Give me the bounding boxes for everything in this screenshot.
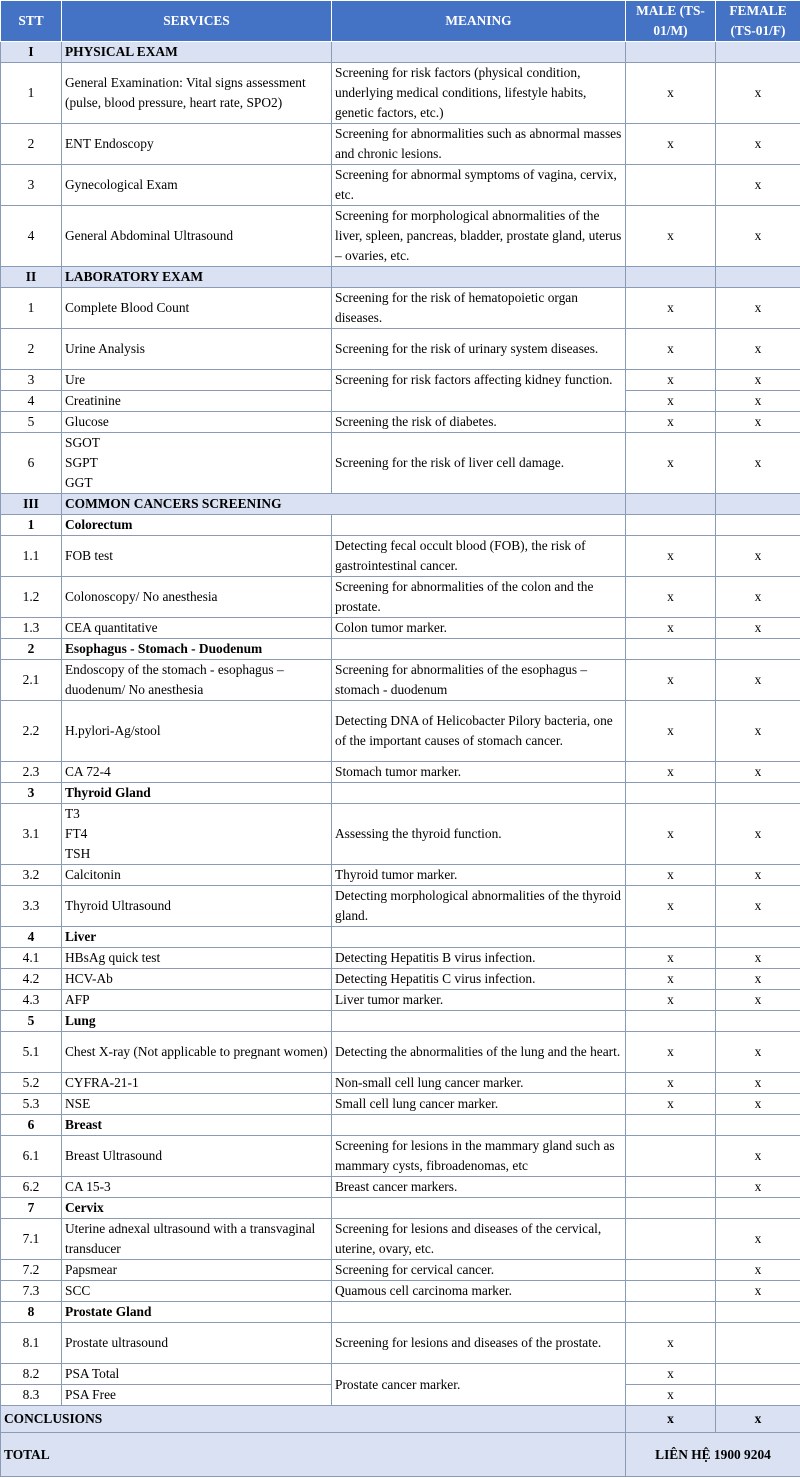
row-female-mark: x	[716, 63, 800, 124]
row-stt: 5.3	[1, 1094, 62, 1115]
row-female-mark: x	[716, 536, 800, 577]
table-row	[1, 804, 800, 865]
row-service: H.pylori-Ag/stool	[62, 701, 332, 762]
row-female-mark: x	[716, 433, 800, 494]
row-male-mark: x	[626, 1073, 716, 1094]
row-male-mark	[626, 1219, 716, 1260]
row-stt: 4	[1, 206, 62, 267]
row-stt: 1	[1, 288, 62, 329]
row-female-mark	[716, 1364, 800, 1385]
group-number: 2	[1, 639, 62, 660]
row-male-mark: x	[626, 412, 716, 433]
table-row	[1, 990, 800, 1011]
group-row	[1, 1115, 800, 1136]
row-stt: 3.1	[1, 804, 62, 865]
empty-cell	[716, 1198, 800, 1219]
empty-cell	[626, 1198, 716, 1219]
row-meaning: Liver tumor marker.	[332, 990, 626, 1011]
row-meaning: Detecting morphological abnormalities of the thyroid gland.	[332, 886, 626, 927]
empty-cell	[626, 1011, 716, 1032]
conclusions-label: CONCLUSIONS	[1, 1406, 626, 1433]
row-service: Urine Analysis	[62, 329, 332, 370]
row-male-mark: x	[626, 370, 716, 391]
table-row	[1, 577, 800, 618]
empty-cell	[626, 783, 716, 804]
empty-cell	[716, 1115, 800, 1136]
table-body	[1, 42, 800, 515]
group-title: Breast	[62, 1115, 332, 1136]
group-row	[1, 1198, 800, 1219]
row-meaning: Screening for the risk of hematopoietic organ diseases.	[332, 288, 626, 329]
row-meaning: Stomach tumor marker.	[332, 762, 626, 783]
empty-cell	[716, 783, 800, 804]
row-male-mark	[626, 1281, 716, 1302]
row-male-mark: x	[626, 865, 716, 886]
row-meaning: Screening for lesions in the mammary gland such as mammary cysts, fibroadenomas, etc	[332, 1136, 626, 1177]
row-stt: 5	[1, 412, 62, 433]
table-row	[1, 1219, 800, 1260]
table-row	[1, 886, 800, 927]
table-row	[1, 329, 800, 370]
section-row	[1, 267, 800, 288]
row-service: CA 72-4	[62, 762, 332, 783]
table-row	[1, 165, 800, 206]
group-number: 7	[1, 1198, 62, 1219]
section-row	[1, 494, 800, 515]
empty-cell	[332, 1011, 626, 1032]
table-row	[1, 288, 800, 329]
row-female-mark: x	[716, 124, 800, 165]
row-meaning: Screening for lesions and diseases of the prostate.	[332, 1323, 626, 1364]
row-stt: 2.2	[1, 701, 62, 762]
empty-cell	[716, 639, 800, 660]
cancer-groups-body	[1, 515, 800, 1406]
group-title: Lung	[62, 1011, 332, 1032]
section-number: III	[1, 494, 62, 515]
group-number: 3	[1, 783, 62, 804]
row-service: Papsmear	[62, 1260, 332, 1281]
row-stt: 2.3	[1, 762, 62, 783]
row-service: SCC	[62, 1281, 332, 1302]
row-meaning: Detecting fecal occult blood (FOB), the risk of gastrointestinal cancer.	[332, 536, 626, 577]
section-title: LABORATORY EXAM	[62, 267, 332, 288]
row-meaning: Screening for cervical cancer.	[332, 1260, 626, 1281]
row-male-mark: x	[626, 124, 716, 165]
row-meaning: Quamous cell carcinoma marker.	[332, 1281, 626, 1302]
row-service: PSA Free	[62, 1385, 332, 1406]
table-row	[1, 1073, 800, 1094]
row-female-mark: x	[716, 329, 800, 370]
group-number: 1	[1, 515, 62, 536]
table-row	[1, 1323, 800, 1364]
row-female-mark: x	[716, 660, 800, 701]
header-services: SERVICES	[62, 1, 332, 42]
section-number: II	[1, 267, 62, 288]
row-male-mark: x	[626, 1385, 716, 1406]
empty-cell	[332, 927, 626, 948]
row-service: Ure	[62, 370, 332, 391]
service-line: T3	[65, 806, 80, 821]
row-male-mark: x	[626, 804, 716, 865]
row-meaning: Screening for risk factors (physical condition, underlying medical conditions, lifestyle habits, genetic factors, etc.)	[332, 63, 626, 124]
group-number: 4	[1, 927, 62, 948]
section-number: I	[1, 42, 62, 63]
row-meaning: Screening for risk factors affecting kidney function.	[332, 370, 626, 412]
row-service: Gynecological Exam	[62, 165, 332, 206]
row-service: Colonoscopy/ No anesthesia	[62, 577, 332, 618]
row-male-mark: x	[626, 618, 716, 639]
row-male-mark: x	[626, 660, 716, 701]
row-meaning: Screening for lesions and diseases of the cervical, uterine, ovary, etc.	[332, 1219, 626, 1260]
row-male-mark: x	[626, 1364, 716, 1385]
row-meaning: Detecting Hepatitis C virus infection.	[332, 969, 626, 990]
row-male-mark: x	[626, 1323, 716, 1364]
row-stt: 6	[1, 433, 62, 494]
row-female-mark: x	[716, 762, 800, 783]
conclusions-row	[1, 1406, 800, 1433]
row-meaning: Screening for abnormalities of the colon and the prostate.	[332, 577, 626, 618]
conclusions-female-mark: x	[716, 1406, 800, 1433]
row-female-mark: x	[716, 1073, 800, 1094]
header-male: MALE (TS-01/M)	[626, 1, 716, 42]
table-row	[1, 1177, 800, 1198]
row-male-mark: x	[626, 536, 716, 577]
row-meaning: Small cell lung cancer marker.	[332, 1094, 626, 1115]
row-female-mark	[716, 1385, 800, 1406]
row-stt: 4.1	[1, 948, 62, 969]
row-meaning: Screening for the risk of liver cell damage.	[332, 433, 626, 494]
row-male-mark: x	[626, 206, 716, 267]
table-row	[1, 124, 800, 165]
service-line: SGOT	[65, 435, 100, 450]
empty-cell	[716, 515, 800, 536]
row-meaning: Screening for the risk of urinary system diseases.	[332, 329, 626, 370]
row-female-mark: x	[716, 1281, 800, 1302]
table-row	[1, 865, 800, 886]
row-meaning: Detecting DNA of Helicobacter Pilory bacteria, one of the important causes of stomach cancer.	[332, 701, 626, 762]
row-stt: 3.2	[1, 865, 62, 886]
table-row	[1, 1260, 800, 1281]
table-row	[1, 1136, 800, 1177]
row-stt: 2	[1, 124, 62, 165]
row-service: ENT Endoscopy	[62, 124, 332, 165]
row-male-mark: x	[626, 990, 716, 1011]
empty-cell	[716, 1011, 800, 1032]
row-meaning: Prostate cancer marker.	[332, 1364, 626, 1406]
table-row	[1, 412, 800, 433]
row-service: Endoscopy of the stomach - esophagus – duodenum/ No anesthesia	[62, 660, 332, 701]
group-row	[1, 1302, 800, 1323]
row-service: HBsAg quick test	[62, 948, 332, 969]
row-service	[62, 433, 332, 494]
row-female-mark: x	[716, 165, 800, 206]
service-line: SGPT	[65, 455, 98, 470]
row-female-mark: x	[716, 577, 800, 618]
row-female-mark: x	[716, 1094, 800, 1115]
service-line: TSH	[65, 846, 91, 861]
row-male-mark: x	[626, 63, 716, 124]
table-row	[1, 660, 800, 701]
row-stt: 4.3	[1, 990, 62, 1011]
header-meaning: MEANING	[332, 1, 626, 42]
group-title: Thyroid Gland	[62, 783, 332, 804]
total-row	[1, 1433, 800, 1477]
row-female-mark: x	[716, 1136, 800, 1177]
row-stt: 8.2	[1, 1364, 62, 1385]
row-stt: 1	[1, 63, 62, 124]
empty-cell	[626, 927, 716, 948]
table-row	[1, 206, 800, 267]
row-stt: 3	[1, 165, 62, 206]
section-title: COMMON CANCERS SCREENING	[62, 494, 626, 515]
empty-cell	[332, 515, 626, 536]
empty-cell	[332, 1198, 626, 1219]
group-number: 8	[1, 1302, 62, 1323]
table-row	[1, 618, 800, 639]
row-male-mark	[626, 1177, 716, 1198]
empty-cell	[626, 1302, 716, 1323]
row-female-mark: x	[716, 804, 800, 865]
row-female-mark: x	[716, 865, 800, 886]
table-row	[1, 701, 800, 762]
row-male-mark	[626, 165, 716, 206]
table-row	[1, 370, 800, 391]
row-stt: 4.2	[1, 969, 62, 990]
section-title: PHYSICAL EXAM	[62, 42, 332, 63]
row-stt: 6.2	[1, 1177, 62, 1198]
row-stt: 1.1	[1, 536, 62, 577]
contact-hotline: LIÊN HỆ 1900 9204	[626, 1433, 800, 1477]
table-row	[1, 948, 800, 969]
table-row	[1, 1094, 800, 1115]
group-number: 6	[1, 1115, 62, 1136]
row-female-mark: x	[716, 948, 800, 969]
row-female-mark: x	[716, 1219, 800, 1260]
row-service: Complete Blood Count	[62, 288, 332, 329]
service-line: FT4	[65, 826, 88, 841]
group-title: Colorectum	[62, 515, 332, 536]
section-row	[1, 42, 800, 63]
row-stt: 3	[1, 370, 62, 391]
row-female-mark	[716, 1323, 800, 1364]
row-service: Breast Ultrasound	[62, 1136, 332, 1177]
row-male-mark: x	[626, 577, 716, 618]
row-male-mark: x	[626, 1094, 716, 1115]
row-meaning: Screening for morphological abnormalities of the liver, spleen, pancreas, bladder, prostate gland, uterus – ovaries, etc.	[332, 206, 626, 267]
group-row	[1, 515, 800, 536]
table-row	[1, 63, 800, 124]
row-service: Uterine adnexal ultrasound with a transvaginal transducer	[62, 1219, 332, 1260]
empty-cell	[716, 1302, 800, 1323]
row-meaning: Screening for abnormalities of the esophagus – stomach - duodenum	[332, 660, 626, 701]
row-female-mark: x	[716, 701, 800, 762]
row-stt: 5.2	[1, 1073, 62, 1094]
row-stt: 8.3	[1, 1385, 62, 1406]
empty-cell	[716, 927, 800, 948]
row-stt: 5.1	[1, 1032, 62, 1073]
row-service: AFP	[62, 990, 332, 1011]
row-male-mark: x	[626, 969, 716, 990]
group-row	[1, 927, 800, 948]
empty-cell	[626, 639, 716, 660]
group-row	[1, 639, 800, 660]
conclusions-male-mark: x	[626, 1406, 716, 1433]
row-meaning: Thyroid tumor marker.	[332, 865, 626, 886]
row-male-mark: x	[626, 762, 716, 783]
row-meaning: Non-small cell lung cancer marker.	[332, 1073, 626, 1094]
row-service: CA 15-3	[62, 1177, 332, 1198]
group-row	[1, 1011, 800, 1032]
table-row	[1, 536, 800, 577]
row-stt: 7.1	[1, 1219, 62, 1260]
row-female-mark: x	[716, 412, 800, 433]
row-service: NSE	[62, 1094, 332, 1115]
header-female: FEMALE (TS-01/F)	[716, 1, 800, 42]
row-service: PSA Total	[62, 1364, 332, 1385]
row-service: HCV-Ab	[62, 969, 332, 990]
row-service: Calcitonin	[62, 865, 332, 886]
row-female-mark: x	[716, 1260, 800, 1281]
row-male-mark	[626, 1260, 716, 1281]
row-meaning: Assessing the thyroid function.	[332, 804, 626, 865]
row-female-mark: x	[716, 886, 800, 927]
row-stt: 1.2	[1, 577, 62, 618]
row-service: Prostate ultrasound	[62, 1323, 332, 1364]
group-title: Prostate Gland	[62, 1302, 332, 1323]
row-service: CEA quantitative	[62, 618, 332, 639]
row-male-mark: x	[626, 391, 716, 412]
table-row	[1, 762, 800, 783]
row-stt: 2.1	[1, 660, 62, 701]
table-row	[1, 1032, 800, 1073]
row-service: Thyroid Ultrasound	[62, 886, 332, 927]
group-title: Liver	[62, 927, 332, 948]
group-row	[1, 783, 800, 804]
row-female-mark: x	[716, 288, 800, 329]
row-stt: 2	[1, 329, 62, 370]
row-meaning: Detecting Hepatitis B virus infection.	[332, 948, 626, 969]
service-line: GGT	[65, 475, 93, 490]
row-male-mark: x	[626, 701, 716, 762]
row-meaning: Colon tumor marker.	[332, 618, 626, 639]
row-female-mark: x	[716, 391, 800, 412]
row-service: General Abdominal Ultrasound	[62, 206, 332, 267]
row-service: Glucose	[62, 412, 332, 433]
empty-cell	[626, 515, 716, 536]
row-meaning: Detecting the abnormalities of the lung and the heart.	[332, 1032, 626, 1073]
table-row	[1, 969, 800, 990]
row-male-mark: x	[626, 329, 716, 370]
table-row	[1, 1364, 800, 1385]
empty-cell	[626, 1115, 716, 1136]
row-male-mark	[626, 1136, 716, 1177]
row-meaning: Breast cancer markers.	[332, 1177, 626, 1198]
row-female-mark: x	[716, 1177, 800, 1198]
row-female-mark: x	[716, 990, 800, 1011]
total-label: TOTAL	[1, 1433, 626, 1477]
row-stt: 6.1	[1, 1136, 62, 1177]
header-stt: STT	[1, 1, 62, 42]
row-stt: 3.3	[1, 886, 62, 927]
row-service: Creatinine	[62, 391, 332, 412]
row-stt: 7.2	[1, 1260, 62, 1281]
empty-cell	[332, 783, 626, 804]
row-stt: 8.1	[1, 1323, 62, 1364]
row-service: General Examination: Vital signs assessment (pulse, blood pressure, heart rate, SPO2)	[62, 63, 332, 124]
row-meaning: Screening for abnormal symptoms of vagina, cervix, etc.	[332, 165, 626, 206]
row-female-mark: x	[716, 969, 800, 990]
row-meaning: Screening for abnormalities such as abnormal masses and chronic lesions.	[332, 124, 626, 165]
group-title: Cervix	[62, 1198, 332, 1219]
table-row	[1, 1281, 800, 1302]
table-footer	[1, 1406, 800, 1477]
row-stt: 4	[1, 391, 62, 412]
row-service: FOB test	[62, 536, 332, 577]
group-title: Esophagus - Stomach - Duodenum	[62, 639, 332, 660]
group-number: 5	[1, 1011, 62, 1032]
row-female-mark: x	[716, 1032, 800, 1073]
row-male-mark: x	[626, 1032, 716, 1073]
table-header-row	[1, 1, 800, 42]
row-male-mark: x	[626, 288, 716, 329]
empty-cell	[332, 1302, 626, 1323]
table-row	[1, 433, 800, 494]
row-service: CYFRA-21-1	[62, 1073, 332, 1094]
row-meaning: Screening the risk of diabetes.	[332, 412, 626, 433]
row-female-mark: x	[716, 206, 800, 267]
row-stt: 1.3	[1, 618, 62, 639]
row-stt: 7.3	[1, 1281, 62, 1302]
empty-cell	[332, 639, 626, 660]
row-service: Chest X-ray (Not applicable to pregnant women)	[62, 1032, 332, 1073]
row-male-mark: x	[626, 948, 716, 969]
row-service	[62, 804, 332, 865]
empty-cell	[332, 1115, 626, 1136]
row-male-mark: x	[626, 433, 716, 494]
row-male-mark: x	[626, 886, 716, 927]
row-female-mark: x	[716, 370, 800, 391]
row-female-mark: x	[716, 618, 800, 639]
